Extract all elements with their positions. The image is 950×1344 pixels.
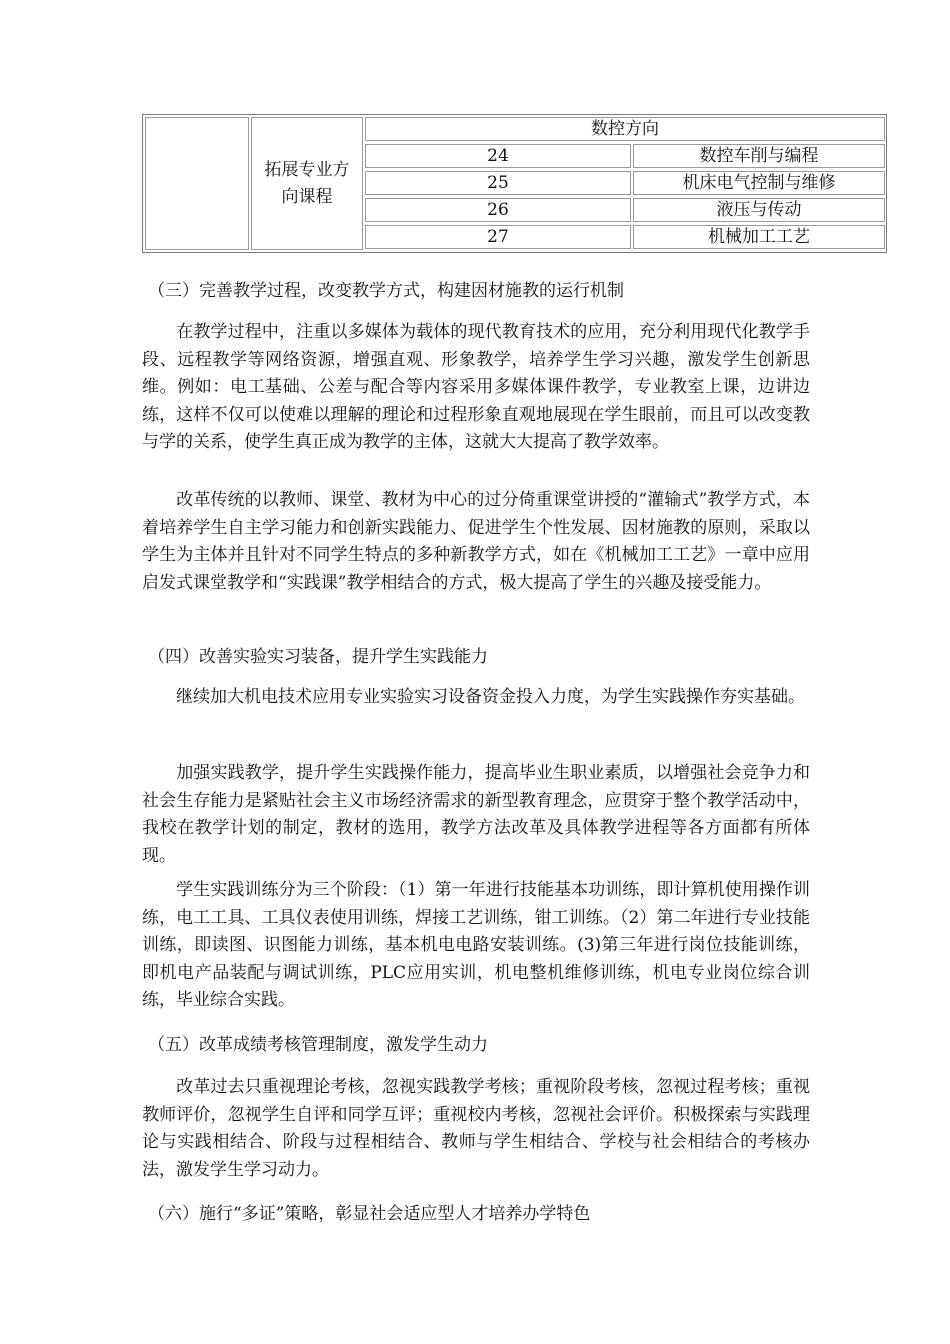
section-6-heading: （六）施行“多证”策略，彰显社会适应型人才培养办学特色 — [148, 1204, 591, 1224]
paragraph-text: 改革传统的以教师、课堂、教材为中心的过分倚重课堂讲授的“灌输式”教学方式，本着培养学生自主学习能力和创新实践能力、促进学生个性发展、因材施教的原则，采取以学生为主体并且针对不同学生特点的多种新教学方式，如在《机械加工工艺》一章中应用启发式课堂教学和“实践课”教学相结合的方式，极大提高了学生的兴趣及接受能力。 — [142, 490, 810, 593]
section-4-paragraph-3 — [142, 877, 810, 1015]
section-5-heading: （五）改革成绩考核管理制度，激发学生动力 — [148, 1035, 488, 1055]
course-table — [142, 114, 887, 253]
section-3-paragraph-2 — [142, 487, 810, 597]
course-number: 25 — [365, 171, 631, 195]
course-number: 26 — [365, 198, 631, 222]
section-5-paragraph-1 — [142, 1074, 810, 1184]
section-3-paragraph-1 — [142, 319, 810, 457]
paragraph-text: 学生实践训练分为三个阶段：（1）第一年进行技能基本功训练，即计算机使用操作训练，电工工具、工具仪表使用训练，焊接工艺训练，钳工训练。（2）第二年进行专业技能训练，即读图、识图能力训练，基本机电电路安装训练。(3)第三年进行岗位技能训练，即机电产品装配与调试训练，PLC应用实训，机电整机维修训练，机电专业岗位综合训练，毕业综合实践。 — [142, 880, 810, 1010]
course-name: 机床电气控制与维修 — [633, 171, 885, 195]
course-name: 机械加工工艺 — [633, 225, 885, 249]
course-number: 24 — [365, 144, 631, 168]
table-group-cell — [251, 117, 363, 250]
direction-header: 数控方向 — [365, 117, 885, 141]
course-name: 液压与传动 — [633, 198, 885, 222]
table-empty-cell — [145, 117, 249, 250]
paragraph-text: 继续加大机电技术应用专业实验实习设备资金投入力度，为学生实践操作夯实基础。 — [142, 687, 805, 707]
group-label: 拓展专业方向课程 — [264, 159, 350, 207]
section-3-heading: （三）完善教学过程，改变教学方式，构建因材施教的运行机制 — [148, 281, 624, 301]
paragraph-text: 改革过去只重视理论考核，忽视实践教学考核；重视阶段考核，忽视过程考核；重视教师评价，忽视学生自评和同学互评；重视校内考核，忽视社会评价。积极探索与实践理论与实践相结合、阶段与过程相结合、教师与学生相结合、学校与社会相结合的考核办法，激发学生学习动力。 — [142, 1077, 810, 1180]
paragraph-text: 在教学过程中，注重以多媒体为载体的现代教育技术的应用，充分利用现代化教学手段、远程教学等网络资源，增强直观、形象教学，培养学生学习兴趣，激发学生创新思维。例如：电工基础、公差与配合等内容采用多媒体课件教学，专业教室上课，边讲边练，这样不仅可以使难以理解的理论和过程形象直观地展现在学生眼前，而且可以改变教与学的关系，使学生真正成为教学的主体，这就大大提高了教学效率。 — [142, 322, 810, 452]
course-number: 27 — [365, 225, 631, 249]
section-4-paragraph-1 — [142, 684, 810, 712]
section-4-paragraph-2 — [142, 760, 810, 870]
section-4-heading: （四）改善实验实习装备，提升学生实践能力 — [148, 647, 488, 667]
paragraph-text: 加强实践教学，提升学生实践操作能力，提高毕业生职业素质，以增强社会竞争力和社会生存能力是紧贴社会主义市场经济需求的新型教育理念，应贯穿于整个教学活动中，我校在教学计划的制定，教材的选用，教学方法改革及具体教学进程等各方面都有所体现。 — [142, 763, 810, 866]
course-name: 数控车削与编程 — [633, 144, 885, 168]
